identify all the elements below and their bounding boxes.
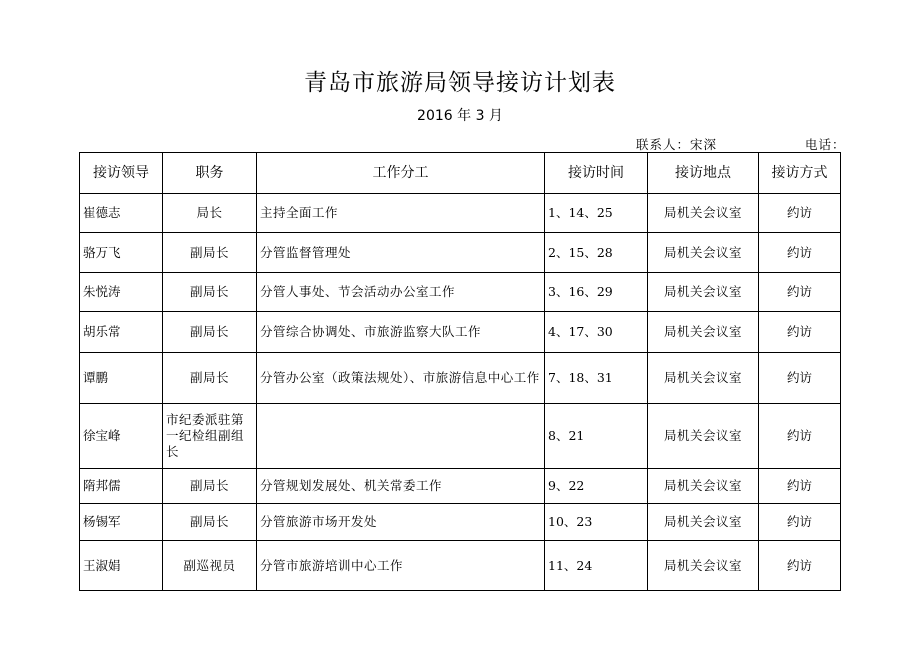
cell-place: 局机关会议室 — [648, 469, 759, 504]
column-header-leader: 接访领导 — [80, 153, 163, 194]
cell-leader: 杨锡军 — [80, 504, 163, 541]
cell-method: 约访 — [759, 194, 841, 233]
table-row — [80, 469, 841, 504]
cell-leader: 隋邦儒 — [80, 469, 163, 504]
cell-title: 副局长 — [163, 273, 257, 312]
cell-place: 局机关会议室 — [648, 194, 759, 233]
cell-duty: 分管市旅游培训中心工作 — [257, 541, 545, 591]
cell-time: 8、21 — [545, 404, 648, 469]
cell-title: 局长 — [163, 194, 257, 233]
column-header-method: 接访方式 — [759, 153, 841, 194]
cell-method: 约访 — [759, 312, 841, 353]
cell-leader: 徐宝峰 — [80, 404, 163, 469]
cell-title: 副局长 — [163, 504, 257, 541]
column-header-title: 职务 — [163, 153, 257, 194]
cell-title: 副局长 — [163, 312, 257, 353]
cell-time: 10、23 — [545, 504, 648, 541]
cell-leader: 谭鹏 — [80, 353, 163, 404]
cell-title: 副局长 — [163, 469, 257, 504]
table-row — [80, 504, 841, 541]
table-row — [80, 353, 841, 404]
cell-time: 3、16、29 — [545, 273, 648, 312]
page-title: 青岛市旅游局领导接访计划表 — [304, 70, 616, 96]
cell-time: 4、17、30 — [545, 312, 648, 353]
cell-title: 副局长 — [163, 353, 257, 404]
cell-duty: 分管规划发展处、机关常委工作 — [257, 469, 545, 504]
cell-duty: 分管办公室（政策法规处）、市旅游信息中心工作 — [257, 353, 545, 404]
cell-place: 局机关会议室 — [648, 312, 759, 353]
column-header-time: 接访时间 — [545, 153, 648, 194]
cell-time: 2、15、28 — [545, 233, 648, 273]
cell-leader: 朱悦涛 — [80, 273, 163, 312]
contact-person: 联系人：宋深 — [636, 137, 718, 152]
table-row — [80, 541, 841, 591]
reception-schedule-table — [79, 152, 841, 591]
table-row — [80, 404, 841, 469]
table-row — [80, 312, 841, 353]
cell-duty: 分管旅游市场开发处 — [257, 504, 545, 541]
cell-place: 局机关会议室 — [648, 504, 759, 541]
cell-method: 约访 — [759, 353, 841, 404]
cell-place: 局机关会议室 — [648, 273, 759, 312]
cell-duty: 主持全面工作 — [257, 194, 545, 233]
cell-duty: 分管人事处、节会活动办公室工作 — [257, 273, 545, 312]
cell-place: 局机关会议室 — [648, 233, 759, 273]
contact-phone: 电话： — [805, 137, 846, 152]
table-row — [80, 273, 841, 312]
cell-title: 副巡视员 — [163, 541, 257, 591]
cell-method: 约访 — [759, 404, 841, 469]
column-header-duty: 工作分工 — [257, 153, 545, 194]
cell-time: 11、24 — [545, 541, 648, 591]
cell-time: 1、14、25 — [545, 194, 648, 233]
cell-place: 局机关会议室 — [648, 404, 759, 469]
cell-method: 约访 — [759, 541, 841, 591]
cell-time: 7、18、31 — [545, 353, 648, 404]
cell-leader: 崔德志 — [80, 194, 163, 233]
cell-method: 约访 — [759, 273, 841, 312]
cell-place: 局机关会议室 — [648, 541, 759, 591]
page-subtitle-date: 2016 年 3 月 — [417, 108, 503, 124]
column-header-place: 接访地点 — [648, 153, 759, 194]
table-header-row — [80, 153, 841, 194]
table-row — [80, 194, 841, 233]
cell-title: 市纪委派驻第一纪检组副组长 — [163, 404, 257, 469]
cell-duty: 分管综合协调处、市旅游监察大队工作 — [257, 312, 545, 353]
cell-title: 副局长 — [163, 233, 257, 273]
cell-leader: 骆万飞 — [80, 233, 163, 273]
cell-method: 约访 — [759, 504, 841, 541]
cell-method: 约访 — [759, 469, 841, 504]
cell-place: 局机关会议室 — [648, 353, 759, 404]
cell-method: 约访 — [759, 233, 841, 273]
table-row — [80, 233, 841, 273]
cell-duty — [257, 404, 545, 469]
cell-leader: 胡乐常 — [80, 312, 163, 353]
cell-duty: 分管监督管理处 — [257, 233, 545, 273]
cell-time: 9、22 — [545, 469, 648, 504]
cell-leader: 王淑娟 — [80, 541, 163, 591]
